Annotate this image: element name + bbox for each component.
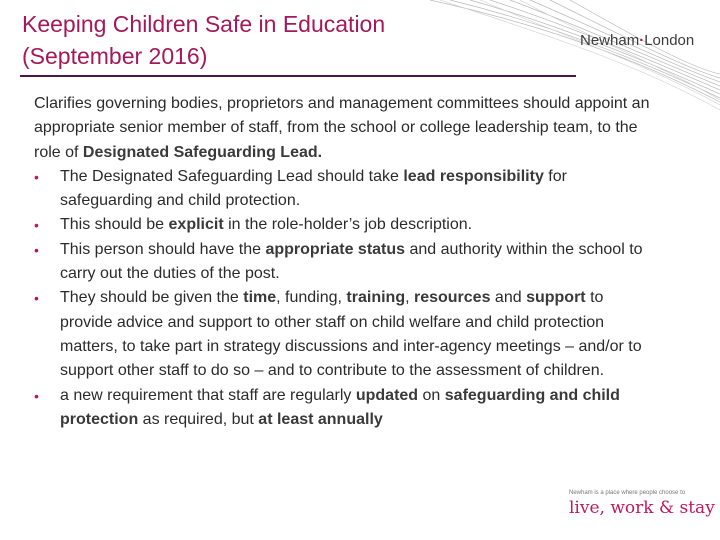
bullet-bold: support <box>526 289 586 307</box>
bullet-text: in the role-holder’s job description. <box>223 216 473 234</box>
bullet-bold: explicit <box>168 216 224 234</box>
bullet-list <box>34 165 654 432</box>
bullet-item <box>34 165 654 214</box>
logo-word-london: London <box>644 32 695 49</box>
slide-title <box>22 8 582 72</box>
bullet-bold: updated <box>355 386 419 404</box>
bullet-bold: safeguarding and child protection <box>60 386 620 428</box>
bullet-text: on <box>418 386 445 404</box>
bullet-bold: at least annually <box>258 410 383 428</box>
bullet-item <box>34 238 654 287</box>
bullet-bold: lead responsibility <box>403 167 544 185</box>
bullet-text: The Designated Safeguarding Lead should take <box>60 167 404 185</box>
bullet-text: as required, but <box>138 410 259 428</box>
bullet-bold: appropriate status <box>265 240 406 258</box>
bullet-text: to provide advice and support to other staff on child welfare and child protection matters, to take part in strategy discussions and inter-agency meetings – and/or to support other staff to do so – and to contribute to the assessment of children. <box>60 289 642 380</box>
title-underline <box>20 75 576 77</box>
logo-dot-icon: · <box>639 32 645 49</box>
title-line-2: (September 2016) <box>22 43 208 69</box>
bullet-icon: • <box>34 168 39 185</box>
bullet-text: , <box>405 289 414 307</box>
bullet-text: This person should have the <box>60 240 266 258</box>
title-line-1: Keeping Children Safe in Education <box>22 11 386 37</box>
bullet-icon: • <box>34 217 39 234</box>
slide-body <box>34 92 654 432</box>
bullet-bold: time <box>243 289 277 307</box>
bullet-icon: • <box>34 387 39 404</box>
footer-tagline: Newham is a place where people choose to <box>569 490 686 496</box>
intro-paragraph <box>34 92 654 165</box>
bullet-icon: • <box>34 241 39 258</box>
intro-text: Clarifies governing bodies, proprietors and management committees should appoint an appropriate senior member of staff, from the school or college leadership team, to the role of <box>34 95 650 161</box>
bullet-bold: resources <box>413 289 491 307</box>
bullet-item <box>34 286 654 383</box>
bullet-item <box>34 213 654 237</box>
bullet-text: They should be given the <box>60 289 244 307</box>
footer-slogan: live, work & stay <box>569 498 715 518</box>
newham-london-logo <box>580 32 694 49</box>
bullet-text: and authority within the school to carry out the duties of the post. <box>60 240 643 283</box>
bullet-bold: training <box>346 289 406 307</box>
bullet-icon: • <box>34 290 39 307</box>
intro-bold: Designated Safeguarding Lead. <box>82 143 323 161</box>
bullet-text: for safeguarding and child protection. <box>60 167 567 210</box>
logo-word-newham: Newham <box>580 32 640 49</box>
bullet-item <box>34 384 654 433</box>
bullet-text: a new requirement that staff are regularly <box>60 386 356 404</box>
bullet-text: , funding, <box>276 289 347 307</box>
bullet-text: This should be <box>60 216 169 234</box>
bullet-text: and <box>490 289 527 307</box>
